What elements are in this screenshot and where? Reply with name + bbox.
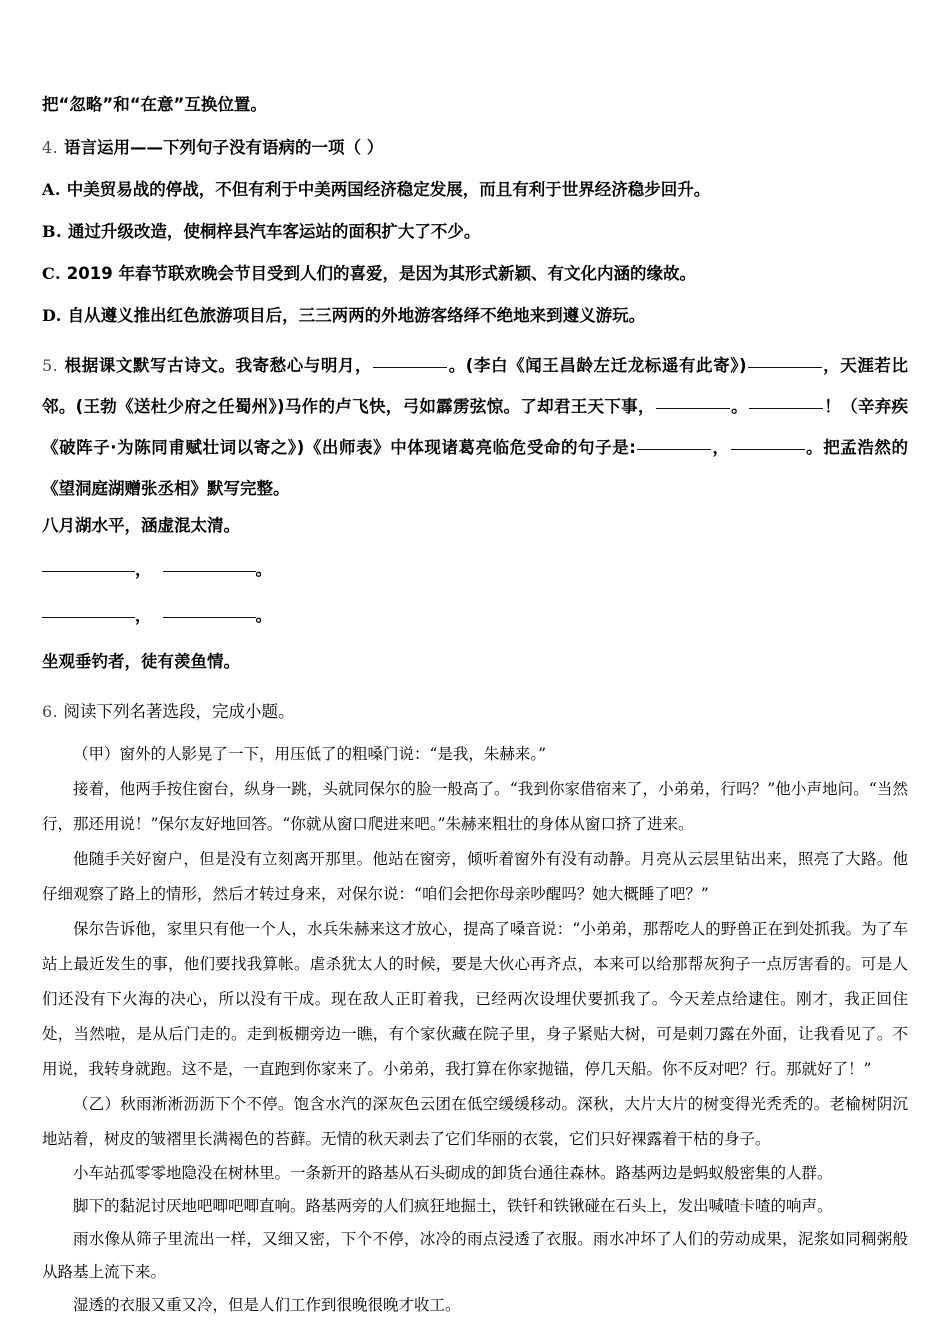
poem-blank-2b[interactable] (163, 617, 256, 618)
passage-yi-paragraph-1: （乙）秋雨淅淅沥沥下个不停。饱含水汽的深灰色云团在低空缓缓移动。深秋，大片大片的树变得光秃秃的。老榆树阴沉地站着，树皮的皱褶里长满褐色的苔藓。无情的秋天剥去了它们华丽的衣裳，它们只好裸露着干枯的身子。 (42, 1095, 908, 1148)
question-5-blank-1[interactable] (373, 367, 447, 368)
question-4-number: 4. (42, 138, 59, 157)
question-5-segment-12: 。把孟浩然的《望洞庭湖赠张丞相》默写完整。 (42, 438, 909, 498)
question-6-stem (42, 699, 908, 725)
question-4-choice-b[interactable] (42, 219, 908, 245)
question-5-blank-6[interactable] (731, 449, 805, 450)
poem-first-line: 八月湖水平，涵虚混太清。 (42, 516, 240, 535)
poem-row-2-period: 。 (255, 606, 272, 625)
question-6-stem-text: 阅读下列名著选段，完成小题。 (63, 702, 295, 721)
question-6-number: 6. (42, 702, 59, 721)
poem-blank-row-2 (42, 601, 908, 631)
question-5-segment-10: ， (711, 438, 730, 457)
question-5-blank-2[interactable] (748, 367, 822, 368)
poem-row-1-comma: ， (135, 560, 152, 579)
choice-key-b: B. (42, 222, 63, 241)
choice-text-d: 自从遵义推出红色旅游项目后，三三两两的外地游客络绎不绝地来到遵义游玩。 (67, 306, 646, 325)
question-5-segment-0: 根据课文默写古诗文。我寄愁心与明月， (64, 356, 373, 375)
poem-last-line: 坐观垂钓者，徒有羡鱼情。 (42, 652, 240, 671)
question-5-blank-3[interactable] (656, 408, 730, 409)
question-4-stem-text: 语言运用——下列句子没有语病的一项（ ） (64, 138, 384, 157)
passage-yi-paragraph-3: 脚下的黏泥讨厌地吧唧吧唧直响。路基两旁的人们疯狂地掘土，铁钎和铁锹碰在石头上，发出喊喳卡喳的响声。 (73, 1197, 833, 1215)
question-4-choice-d[interactable] (42, 303, 908, 329)
poem-blank-1a[interactable] (42, 571, 135, 572)
question-5-blank-4[interactable] (749, 408, 823, 409)
question-5-blank-5[interactable] (637, 449, 711, 450)
question-5-body (42, 345, 908, 509)
question-5-segment-8: ！（辛弃疾《破阵子·为陈同甫赋壮词以寄之》)《出师表》中体现诸葛亮临危受命的句子是: (42, 397, 909, 457)
passage-jia-paragraph-2: 接着，他两手按住窗台，纵身一跳，头就同保尔的脸一般高了。“我到你家借宿来了，小弟弟，行吗？”他小声地问。“当然行，那还用说！”保尔友好地回答。“你就从窗口爬进来吧。”朱赫来粗壮的身体从窗口挤了进来。 (42, 780, 908, 833)
poem-row-1-period: 。 (255, 560, 272, 579)
question-5-segment-2: 。(李白《闻王昌龄左迁龙标遥有此寄》) (448, 356, 747, 375)
choice-text-b: 通过升级改造，使桐梓县汽车客运站的面积扩大了不少。 (67, 222, 481, 241)
passage-jia-paragraph-1: （甲）窗外的人影晃了一下，用压低了的粗嗓门说：“是我，朱赫来。” (73, 745, 547, 763)
question-5-segment-6: 。 (730, 397, 748, 416)
passage-jia-paragraph-3: 他随手关好窗户，但是没有立刻离开那里。他站在窗旁，倾听着窗外有没有动静。月亮从云层里钻出来，照亮了大路。他仔细观察了路上的情形，然后才转过身来，对保尔说：“咱们会把你母亲吵醒吗？她大概睡了吧？” (42, 850, 908, 903)
question-5-segment-4: ，天涯若比邻。(王勃《送杜少府之任蜀州》)马作的卢飞快，弓如霹雳弦惊。了却君王天下事， (42, 356, 909, 416)
choice-text-c: 2019 年春节联欢晚会节目受到人们的喜爱，是因为其形式新颖、有文化内涵的缘故。 (66, 264, 696, 283)
question-4-choice-c[interactable] (42, 261, 908, 287)
poem-blank-row-1 (42, 555, 908, 585)
poem-blank-1b[interactable] (163, 571, 256, 572)
statement-swap-line: 把“忽略”和“在意”互换位置。 (42, 95, 267, 114)
passage-yi-paragraph-5: 湿透的衣服又重又冷，但是人们工作到很晚很晚才收工。 (73, 1296, 461, 1314)
choice-key-d: D. (42, 306, 62, 325)
choice-text-a: 中美贸易战的停战，不但有利于中美两国经济稳定发展，而且有利于世界经济稳步回升。 (66, 180, 711, 199)
question-5-number: 5. (42, 356, 59, 375)
poem-row-2-comma: ， (135, 606, 152, 625)
poem-blank-2a[interactable] (42, 617, 135, 618)
choice-key-c: C. (42, 264, 62, 283)
passage-yi-paragraph-2: 小车站孤零零地隐没在树林里。一条新开的路基从石头砌成的卸货台通往森林。路基两边是蚂蚁般密集的人群。 (73, 1164, 833, 1182)
question-4-choice-a[interactable] (42, 177, 908, 203)
passage-jia-paragraph-4: 保尔告诉他，家里只有他一个人，水兵朱赫来这才放心，提高了嗓音说：“小弟弟，那帮吃人的野兽正在到处抓我。为了车站上最近发生的事，他们要找我算帐。虐杀犹太人的时候，要是大伙心再齐点，本来可以给那帮灰狗子一点厉害看的。可是人们还没有下火海的决心，所以没有干成。现在敌人正盯着我，已经两次设埋伏要抓我了。今天差点给逮住。刚才，我正回住处，当然啦，是从后门走的。走到板棚旁边一瞧，有个家伙藏在院子里，身子紧贴大树，可是刺刀露在外面，让我看见了。不用说，我转身就跑。这不是，一直跑到你家来了。小弟弟，我打算在你家抛锚，停几天船。你不反对吧？行。那就好了！” (42, 920, 908, 1078)
choice-key-a: A. (42, 180, 61, 199)
passage-yi-paragraph-4: 雨水像从筛子里流出一样，又细又密，下个不停，冰冷的雨点浸透了衣服。雨水冲坏了人们的劳动成果，泥浆如同稠粥般从路基上流下来。 (42, 1230, 908, 1281)
question-4-stem (42, 135, 908, 161)
